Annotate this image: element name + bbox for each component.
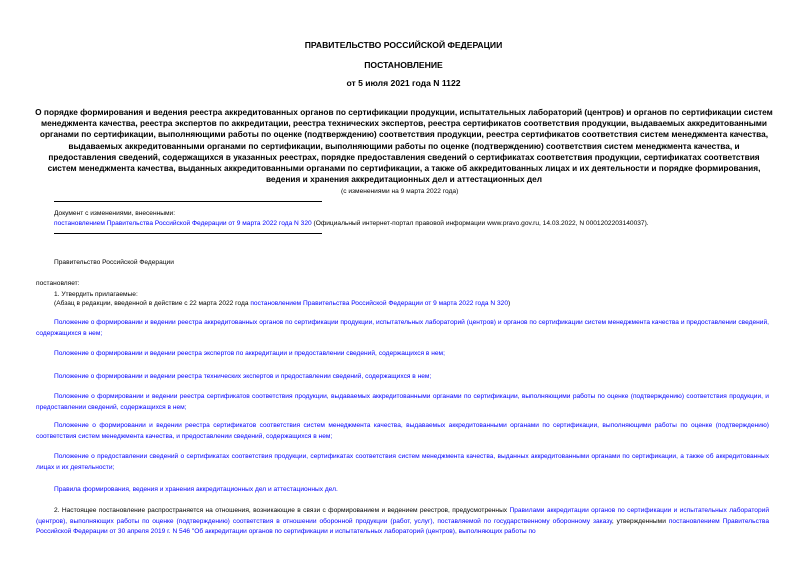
document-date-number: от 5 июля 2021 года N 1122 (346, 78, 461, 88)
item-2 (36, 506, 769, 538)
regulation-link[interactable]: Положение о предоставлении сведений о сертификатах соответствия продукции, сертификатах соответствия систем менеджмента качества, выданных аккредитованными органами по сертификации, а также об аккредитованных лицах и их деятельности; (36, 453, 769, 471)
revision-note: (с изменениями на 9 марта 2022 года) (341, 188, 459, 195)
item-2-rules-link[interactable]: Правилами аккредитации органов по сертификации и испытательных лабораторий (центров), выполняющих работы по оценке (подтверждению) соответствия в отношении оборонной продукции (работ, услуг), поставляемой по государственному оборонному заказу (36, 507, 770, 525)
government-header: ПРАВИТЕЛЬСТВО РОССИЙСКОЙ ФЕДЕРАЦИИ (304, 40, 503, 50)
decides-line: постановляет: (36, 280, 80, 287)
regulation-link[interactable]: Правила формирования, ведения и хранения аккредитационных дел и аттестационных дел. (54, 486, 338, 493)
item-1-note-prefix: (Абзац в редакции, введенной в действие с 22 марта 2022 года (54, 300, 251, 307)
changes-source: (Официальный интернет-портал правовой информации www.pravo.gov.ru, 14.03.2022, N 0001202203140037). (311, 220, 649, 227)
document-title: О порядке формирования и ведения реестра аккредитованных органов по сертификации продукции, испытательных лабораторий (центров) и органов по сертификации систем менеджмента качества, реестра экспертов по аккредитации, реестра технических экспертов, реестра сертификатов соответствия продукции, выдаваемых аккредитованными органами по сертификации, выполняющими работы по оценке (подтверждению) соответствия продукции, реестра сертификатов соответствия систем менеджмента качества, выдаваемых аккредитованными органами по сертификации, выполняющими работы по оценке (подтверждению) соответствия систем менеджмента качества, и предоставления сведений, содержащихся в указанных реестрах, порядке предоставления сведений о сертификатах соответствия продукции, сертификатах соответствия систем менеджмента качества, выданных аккредитованными органами по сертификации, а также об аккредитованных лицах и их деятельности и порядке формирования, ведения и хранения аккредитационных дел и аттестационных дел (35, 107, 773, 185)
divider-top (54, 201, 322, 202)
regulation-link[interactable]: Положение о формировании и ведении реестра технических экспертов и предоставлении сведений, содержащихся в нем; (54, 373, 432, 380)
item-2-decree-link[interactable]: постановлением Правительства Российской Федерации от 30 апреля 2019 г. N 546 "Об аккредитации органов по сертификации и испытательных лабораторий (центров), выполняющих работы по (36, 517, 769, 536)
changes-label: Документ с изменениями, внесенными: (54, 210, 176, 217)
item-1: 1. Утвердить прилагаемые: (54, 291, 138, 298)
item-2-start: 2. Настоящее постановление распространяется на отношения, возникающие в связи с формированием и ведением реестров, предусмотренных (54, 507, 510, 514)
government-line: Правительство Российской Федерации (54, 259, 174, 266)
document-type: ПОСТАНОВЛЕНИЕ (364, 60, 443, 70)
regulation-link[interactable]: Положение о формировании и ведении реестра сертификатов соответствия продукции, выдаваемых аккредитованными органами по сертификации, выполняющими работы по оценке (подтверждению) соответствия продукции, и предоставлении сведений, содержащихся в нем; (36, 393, 769, 411)
item-1-note-link[interactable]: постановлением Правительства Российской Федерации от 9 марта 2022 года N 320 (250, 300, 508, 307)
item-2-mid: , утвержденными (611, 517, 669, 525)
item-1-note-suffix: ) (508, 300, 511, 307)
regulation-link[interactable]: Положение о формировании и ведении реестра экспертов по аккредитации и предоставлении сведений, содержащихся в нем; (54, 350, 445, 357)
item-1-note (54, 299, 510, 308)
regulation-link[interactable]: Положение о формировании и ведении реестра аккредитованных органов по сертификации продукции, испытательных лабораторий (центров) и органов по сертификации систем менеджмента качества и предоставлении сведений, содержащихся в нем; (36, 319, 769, 337)
divider-bottom (54, 233, 322, 234)
regulation-link[interactable]: Положение о формировании и ведении реестра сертификатов соответствия систем менеджмента качества, выдаваемых аккредитованными органами по сертификации, выполняющими работы по оценке (подтверждению) соответствия систем менеджмента качества, и предоставлении сведений, содержащихся в нем; (36, 422, 769, 440)
changes-doc-link[interactable]: постановлением Правительства Российской Федерации от 9 марта 2022 года N 320 (54, 220, 312, 227)
changes-line (54, 219, 649, 228)
